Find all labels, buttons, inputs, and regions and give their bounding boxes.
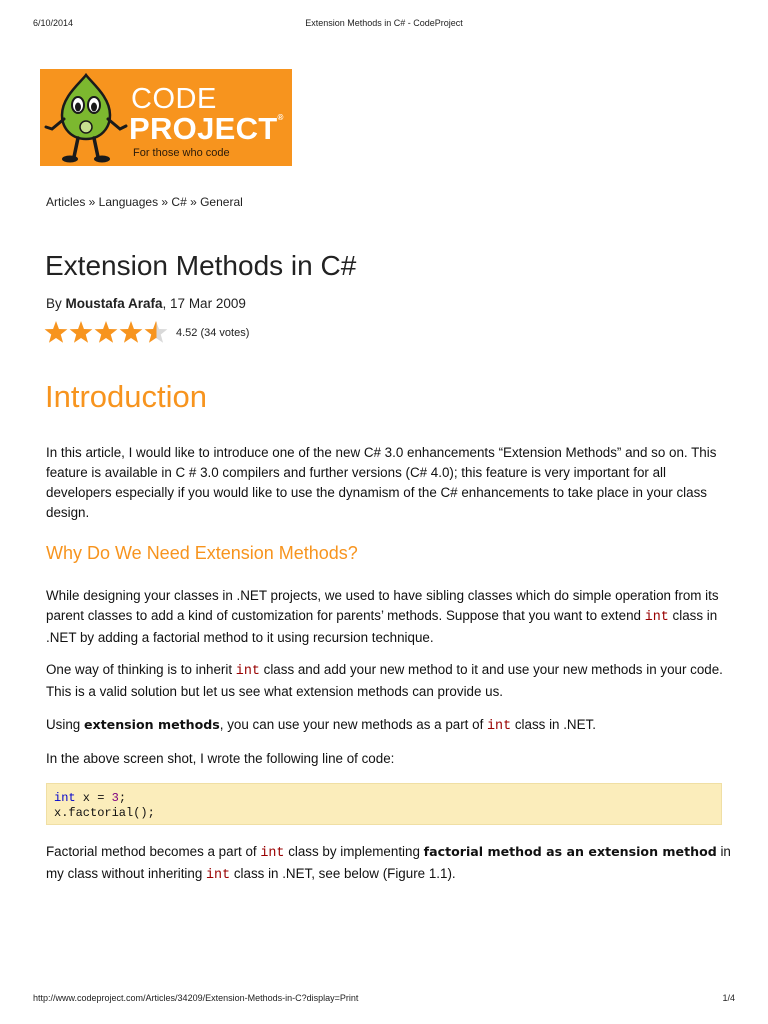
breadcrumb[interactable]: Articles » Languages » C# » General [46,195,243,209]
intro-paragraph: In this article, I would like to introduce one of the new C# 3.0 enhancements “Extension Methods” and so on. This feature is available in C # 3.0 compilers and further versions (C# 4.0); this feature is very important for all developers especially if you would like to use the dynamism of the C# enhancements to take place in your class design. [46,445,717,520]
text-run: class by implementing [284,844,424,859]
inline-code-int: int [235,664,260,679]
codeproject-logo[interactable] [40,69,292,166]
paragraph-inherit [46,660,731,702]
code-keyword: int [54,791,76,805]
inline-code-int: int [260,846,285,861]
print-date: 6/10/2014 [33,18,74,28]
bold-term: factorial method as an extension method [423,844,717,859]
text-run: One way of thinking is to inherit [46,662,236,677]
code-line [54,791,721,806]
inline-code-int: int [206,868,231,883]
star-icon[interactable] [70,321,93,343]
inline-code-int: int [487,719,512,734]
logo-text-code: CODE [131,83,217,115]
introduction-heading: Introduction [45,379,207,414]
article-title: Extension Methods in C# [45,250,357,281]
byline-prefix: By [46,296,66,311]
paragraph-screenshot: In the above screen shot, I wrote the following line of code: [46,751,395,766]
code-block [46,783,722,825]
print-page-number: 1/4 [722,993,735,1003]
code-text: x = [75,791,112,805]
logo-tagline: For those who code [133,147,230,159]
text-run: , you can use your new methods as a part of [219,717,488,732]
logo-text-project-word: PROJECT [129,111,278,146]
publish-date: , 17 Mar 2009 [162,296,246,311]
star-icon[interactable] [45,321,68,343]
paragraph-factorial [46,842,731,886]
text-run: Factorial method becomes a part of [46,844,261,859]
code-number: 3 [111,791,119,805]
text-run: Using [46,717,84,732]
author-link[interactable]: Moustafa Arafa [65,296,163,311]
star-icon[interactable] [120,321,143,343]
bold-term: extension methods [83,717,220,732]
print-url: http://www.codeproject.com/Articles/34209/Extension-Methods-in-C?display=Print [33,993,359,1003]
text-run: While designing your classes in .NET projects, we used to have sibling classes which do simple operation from its parent classes to add a kind of customization for parents’ methods. Suppose that you want to extend [46,588,719,623]
code-line: x.factorial(); [54,806,155,820]
star-rating-icon [44,319,170,347]
paragraph-using [46,715,731,737]
article-byline [46,296,246,311]
inline-code-int: int [644,610,669,625]
text-run: in my class without inheriting [46,844,731,881]
bob-mascot-icon [40,69,135,166]
logo-text-project [129,111,284,147]
text-run: class and add your new method to it and use your new methods in your code. This is a valid solution but let us see what extension methods can provide us. [46,662,723,699]
code-text: ; [118,791,127,805]
text-run: class in .NET. [511,717,596,732]
star-icon[interactable] [95,321,118,343]
print-page-title: Extension Methods in C# - CodeProject [305,18,463,28]
text-run: class in .NET, see below (Figure 1.1). [230,866,456,881]
star-icon[interactable] [145,321,168,343]
registered-mark: ® [277,113,284,122]
rating-stars[interactable] [44,319,170,347]
text-run: class in .NET by adding a factorial method to it using recursion technique. [46,608,718,645]
why-heading: Why Do We Need Extension Methods? [46,543,358,563]
paragraph-siblings [46,586,731,648]
rating-text: 4.52 (34 votes) [176,327,250,339]
